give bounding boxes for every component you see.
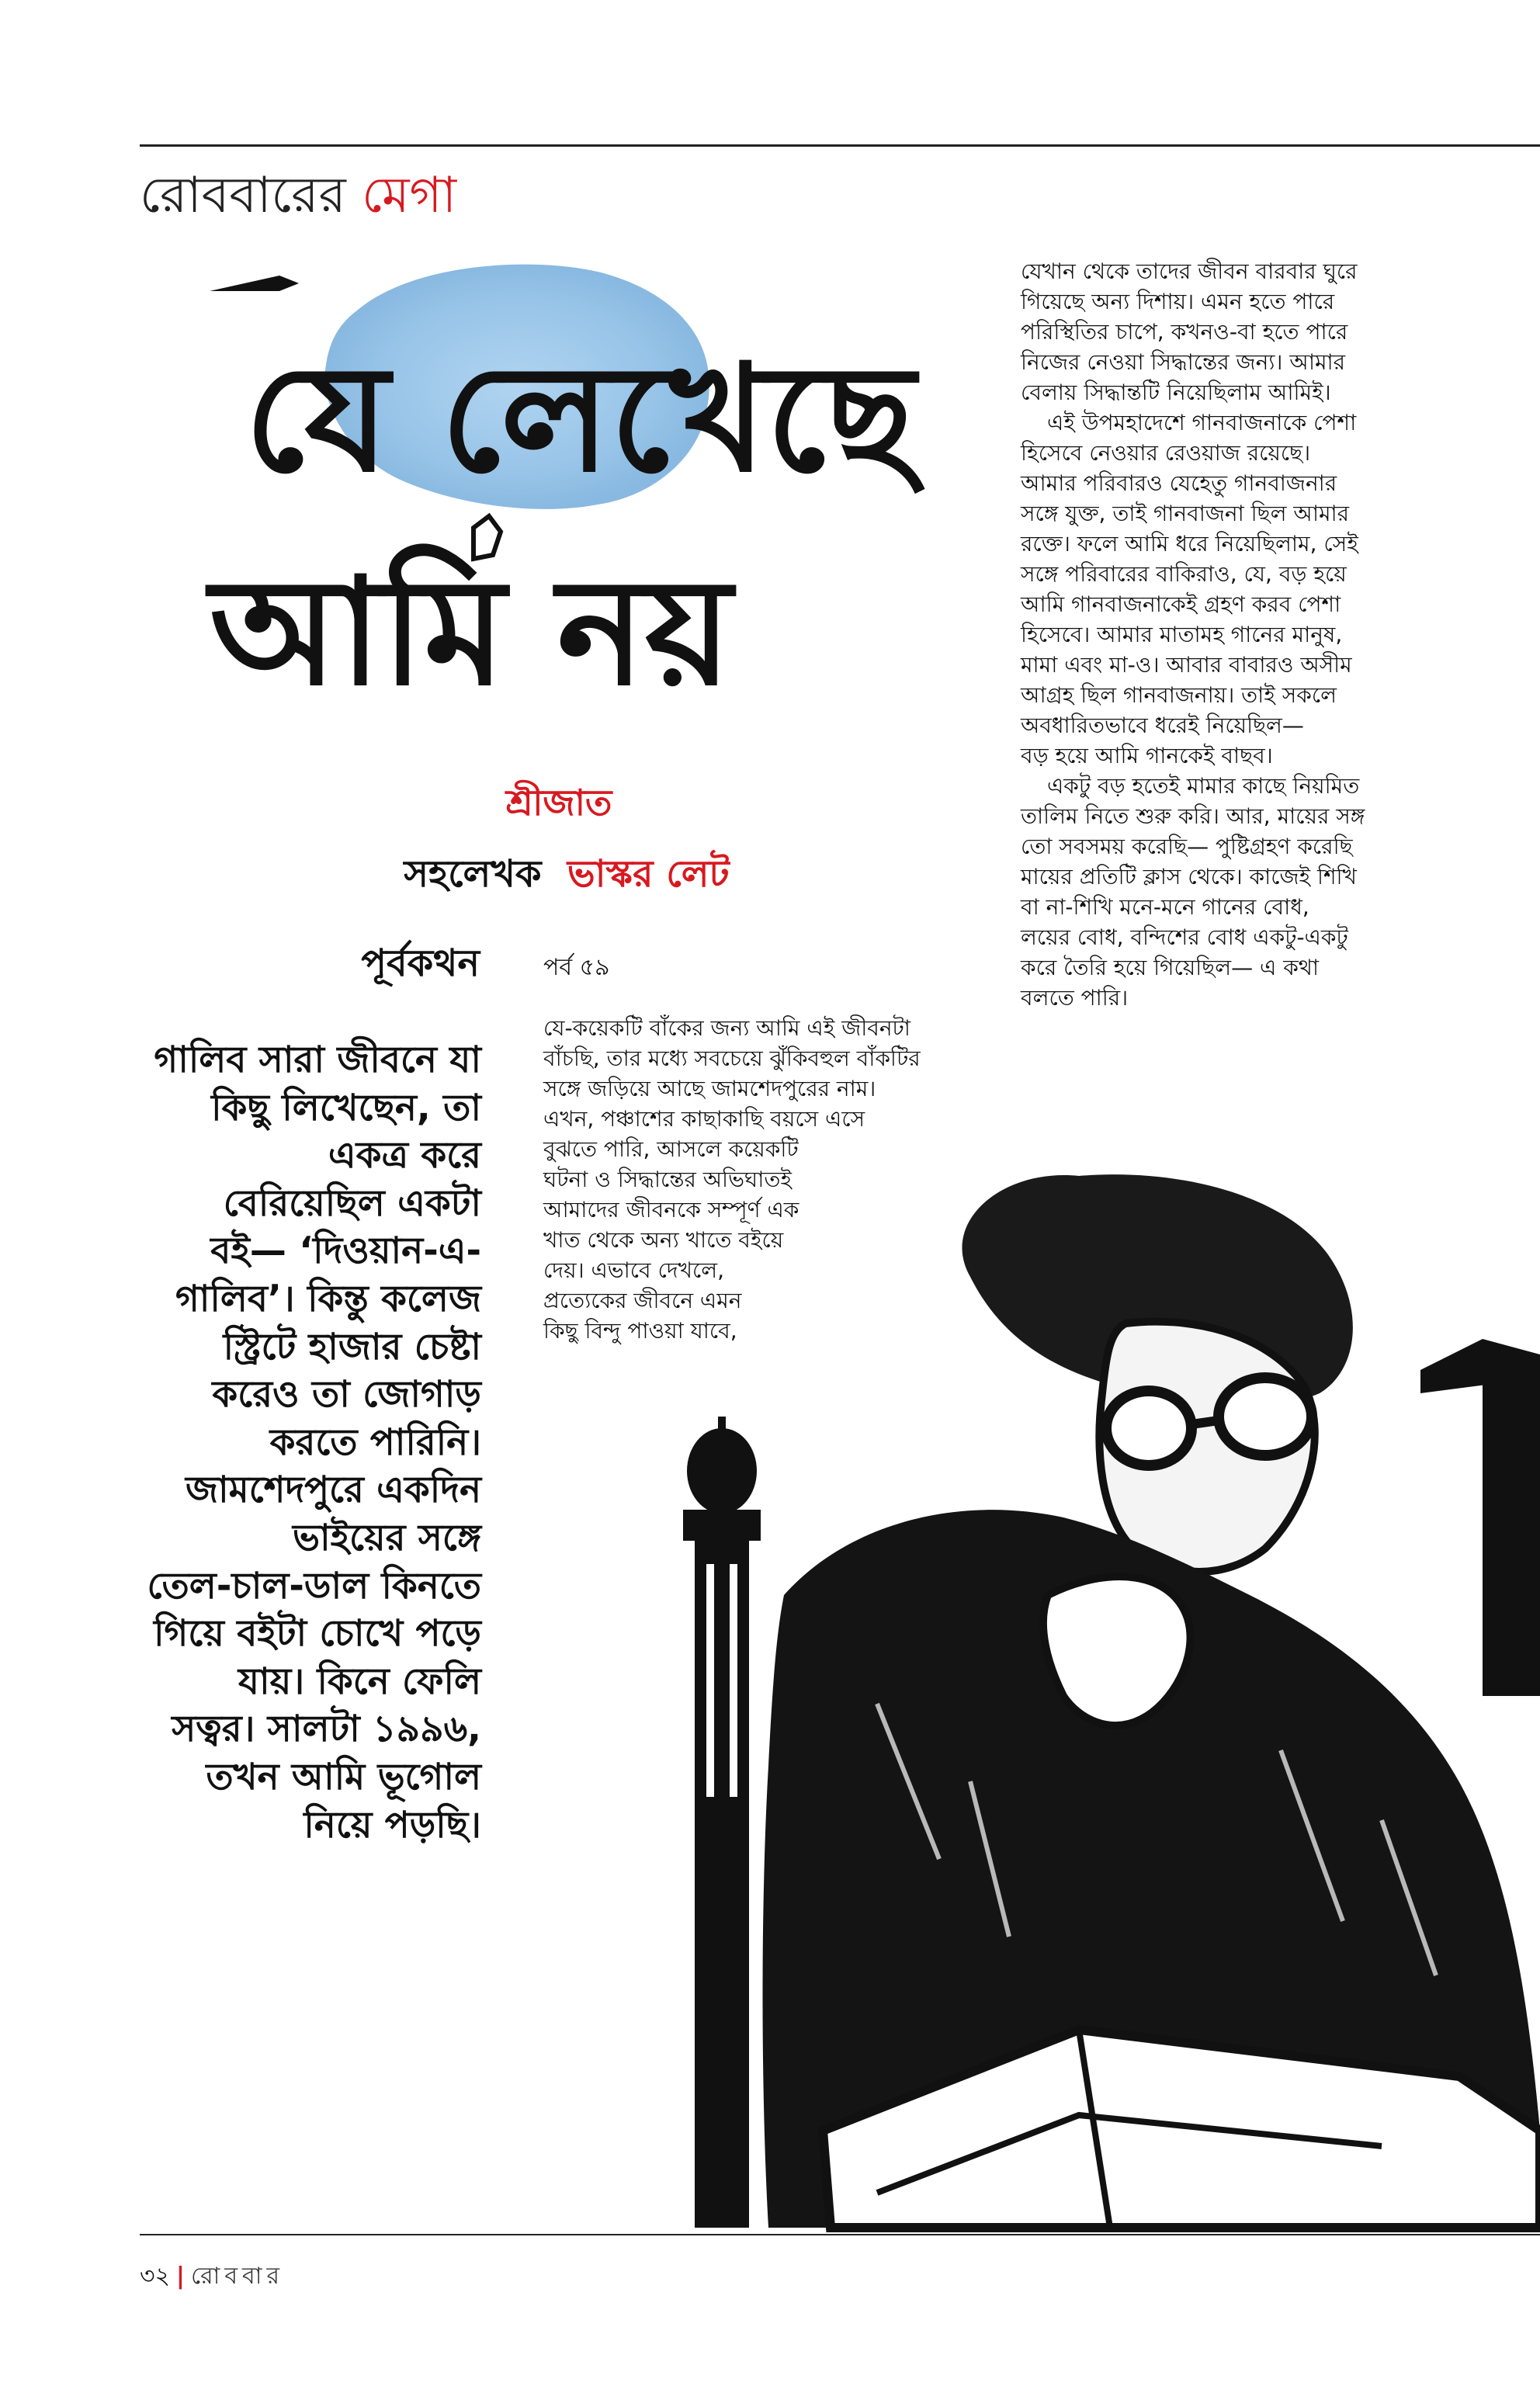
- pullquote-line: ভাইয়ের সঙ্গে: [293, 1516, 481, 1559]
- title-line-2: আমি নয়: [210, 545, 732, 718]
- footer-separator: |: [176, 2263, 185, 2290]
- body-line: সঙ্গে জড়িয়ে আছে জামশেদপুরের নাম।: [543, 1076, 876, 1101]
- section-prefix: রোববারের: [140, 167, 346, 224]
- pullquote-line: করেও তা জোগাড়: [212, 1373, 481, 1417]
- body-line: হিসেবে নেওয়ার রেওয়াজ রয়েছে।: [1021, 440, 1311, 466]
- body-line: ঘটনা ও সিদ্ধান্তের অভিঘাতই: [543, 1167, 792, 1192]
- body-line: দেয়। এভাবে দেখলে,: [543, 1257, 724, 1283]
- coauthor-line: [295, 846, 838, 907]
- pen-nib-icon: [210, 276, 299, 291]
- pullquote-line: গালিব সারা জীবনে যা: [154, 1039, 481, 1081]
- intro-heading: পূর্বকথন: [361, 942, 480, 985]
- body-line: এখন, পঞ্চাশের কাছাকাছি বয়সে এসে: [543, 1106, 865, 1132]
- body-line: রক্তে। ফলে আমি ধরে নিয়েছিলাম, সেই: [1021, 531, 1358, 557]
- body-line: তালিম নিতে শুরু করি। আর, মায়ের সঙ্গ: [1021, 803, 1365, 829]
- coauthor-name: ভাস্কর লেট: [567, 852, 730, 896]
- body-line: এই উপমহাদেশে গানবাজনাকে পেশা: [1047, 410, 1357, 435]
- body-line: মামা এবং মা-ও। আবার বাবারও অসীম: [1021, 652, 1352, 678]
- body-line: পরিস্থিতির চাপে, কখনও-বা হতে পারে: [1021, 319, 1348, 345]
- pullquote-line: তেল-চাল-ডাল কিনতে: [147, 1564, 481, 1607]
- body-line: বলতে পারি।: [1021, 985, 1129, 1011]
- pullquote-line: একত্র করে: [328, 1134, 481, 1177]
- page-number: ৩২: [140, 2263, 171, 2290]
- body-column-right: [1021, 256, 1486, 1013]
- pullquote-line: করতে পারিনি।: [269, 1420, 481, 1464]
- pullquote-line: কিছু লিখেছেন, তা: [211, 1086, 481, 1129]
- body-line: আমি গানবাজনাকেই গ্রহণ করব পেশা: [1021, 591, 1341, 617]
- pullquote-line: যায়। কিনে ফেলি: [238, 1659, 481, 1703]
- body-line: হিসেবে। আমার মাতামহ গানের মানুষ,: [1021, 622, 1343, 647]
- pullquote-line: বই— ‘দিওয়ান-এ-: [210, 1229, 481, 1273]
- pullquote-line: স্ট্রিটে হাজার চেষ্টা: [223, 1325, 481, 1368]
- body-line: মায়ের প্রতিটি ক্লাস থেকে। কাজেই শিখি: [1021, 864, 1357, 890]
- page-footer: [140, 2257, 284, 2297]
- body-line: সঙ্গে যুক্ত, তাই গানবাজনা ছিল আমার: [1021, 501, 1350, 526]
- pullquote-line: গালিব’। কিন্তু কলেজ: [175, 1277, 481, 1320]
- episode-label: পর্ব ৫৯: [543, 954, 610, 981]
- body-line: সঙ্গে পরিবারের বাকিরাও, যে, বড় হয়ে: [1021, 561, 1347, 587]
- top-rule: [140, 144, 1540, 147]
- body-line: প্রত্যেকের জীবনে এমন: [543, 1288, 742, 1313]
- magazine-name: রোববার: [190, 2263, 284, 2290]
- body-line: যে-কয়েকটি বাঁকের জন্য আমি এই জীবনটা: [543, 1015, 910, 1041]
- body-line: বেলায় সিদ্ধান্তটি নিয়েছিলাম আমিই।: [1021, 380, 1331, 405]
- bottom-rule: [140, 2234, 1540, 2235]
- body-line: নিজের নেওয়া সিদ্ধান্তের জন্য। আমার: [1021, 349, 1346, 375]
- body-line: বা না-শিখি মনে-মনে গানের বোধ,: [1021, 894, 1309, 920]
- body-line: বড় হয়ে আমি গানকেই বাছব।: [1021, 743, 1273, 768]
- body-line: আগ্রহ ছিল গানবাজনায়। তাই সকলে: [1021, 682, 1337, 708]
- pullquote-line: জামশেদপুরে একদিন: [186, 1469, 481, 1512]
- pullquote-line: বেরিয়েছিল একটা: [223, 1181, 481, 1225]
- body-line: গিয়েছে অন্য দিশায়। এমন হতে পারে: [1021, 289, 1335, 314]
- body-line: অবধারিতভাবে ধরেই নিয়েছিল—: [1021, 713, 1304, 738]
- author-name: শ্রীজাত: [505, 782, 612, 824]
- body-line: আমার পরিবারও যেহেতু গানবাজনার: [1021, 470, 1337, 496]
- title-line-1: যে লেখেছে: [245, 331, 915, 505]
- title-calligraphy: [163, 248, 915, 745]
- body-line: একটু বড় হতেই মামার কাছে নিয়মিত: [1047, 773, 1360, 799]
- section-highlight: মেগা: [362, 167, 457, 224]
- body-line: বুঝতে পারি, আসলে কয়েকটি: [543, 1136, 799, 1162]
- body-line: কিছু বিন্দু পাওয়া যাবে,: [543, 1318, 737, 1344]
- coauthor-label: সহলেখক: [404, 852, 542, 896]
- body-line: যেখান থেকে তাদের জীবন বারবার ঘুরে: [1021, 258, 1358, 284]
- body-line: বাঁচছি, তার মধ্যে সবচেয়ে ঝুঁকিবহুল বাঁকটির: [543, 1046, 921, 1071]
- portrait-illustration: [644, 1160, 1540, 2228]
- body-line: তো সবসময় করেছি— পুষ্টিগ্রহণ করেছি: [1021, 834, 1353, 859]
- pullquote-line: সত্বর। সালটা ১৯৯৬,: [172, 1708, 481, 1751]
- pullquote: [136, 1036, 481, 1849]
- body-line: আমাদের জীবনকে সম্পূর্ণ এক: [543, 1197, 799, 1223]
- pullquote-line: তখন আমি ভূগোল: [206, 1755, 481, 1798]
- pullquote-line: গিয়ে বইটা চোখে পড়ে: [154, 1612, 481, 1656]
- body-line: লয়ের বোধ, বন্দিশের বোধ একটু-একটু: [1021, 924, 1348, 950]
- section-header: [140, 163, 456, 228]
- body-line: করে তৈরি হয়ে গিয়েছিল— এ কথা: [1021, 955, 1320, 980]
- body-line: খাত থেকে অন্য খাতে বইয়ে: [543, 1227, 784, 1253]
- pullquote-line: নিয়ে পড়ছি।: [303, 1803, 481, 1847]
